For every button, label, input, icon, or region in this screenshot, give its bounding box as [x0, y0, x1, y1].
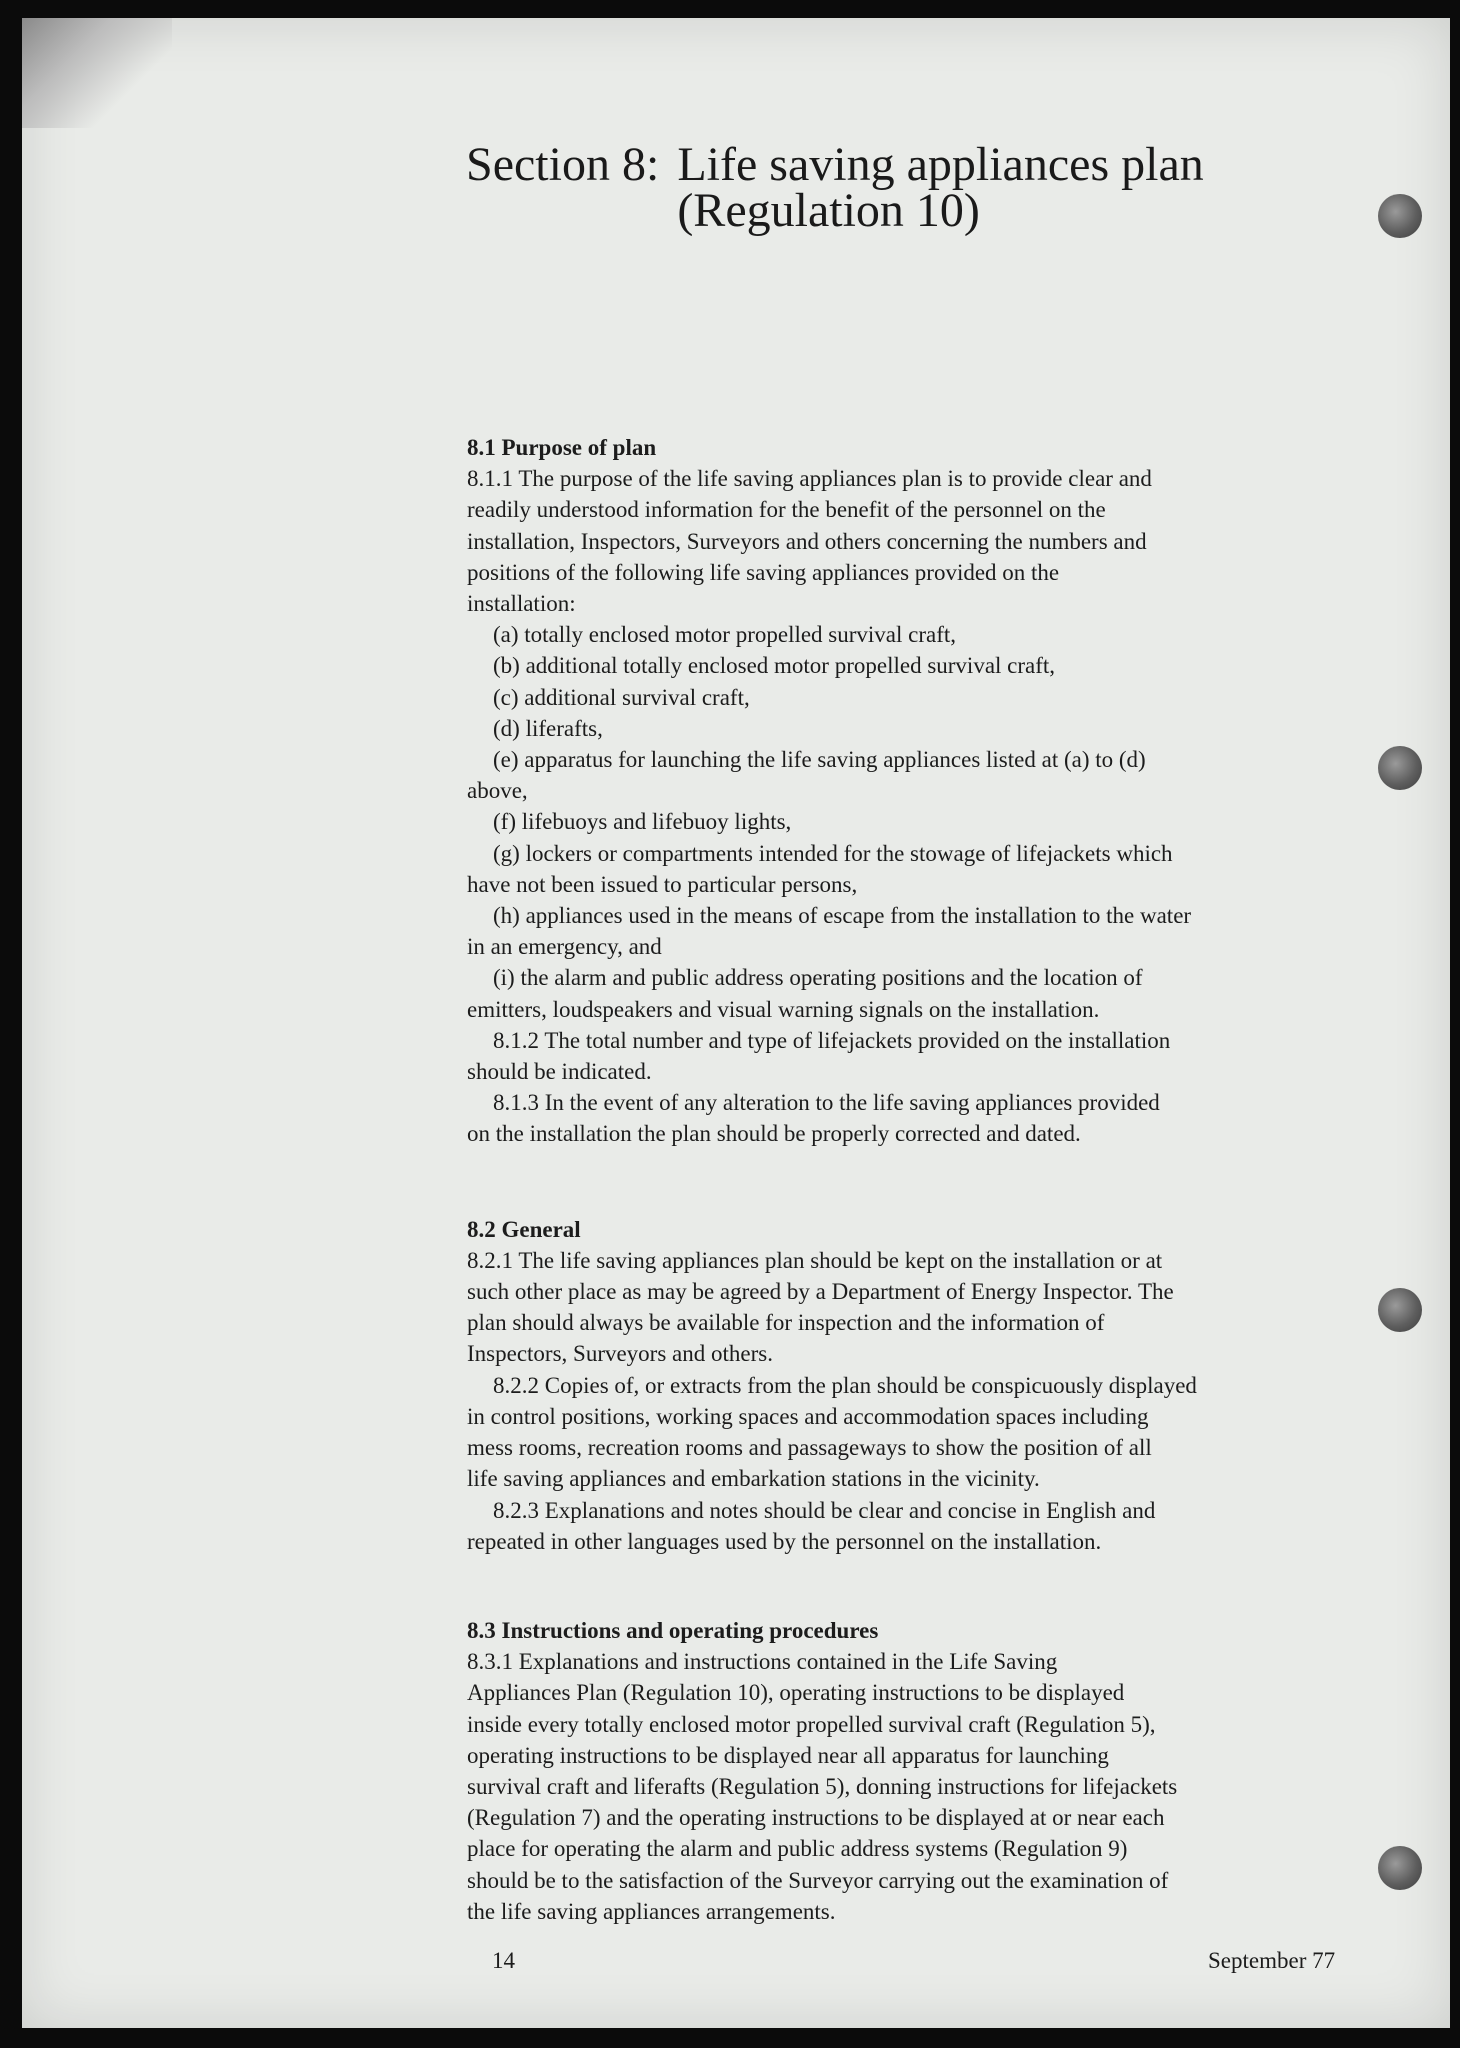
list-item-i: (i) the alarm and public address operating positions and the location of [493, 965, 1143, 991]
text-line: life saving appliances and embarkation stations in the vicinity. [467, 1466, 1040, 1492]
text-line: on the installation the plan should be properly corrected and dated. [467, 1121, 1081, 1147]
list-item-h: (h) appliances used in the means of escape from the installation to the water [493, 903, 1192, 929]
list-item-c: (c) additional survival craft, [493, 684, 750, 710]
text-line: (Regulation 7) and the operating instructions to be displayed at or near each [467, 1805, 1165, 1831]
text-line: operating instructions to be displayed near all apparatus for launching [467, 1742, 1109, 1768]
title-line-2: (Regulation 10) [677, 184, 980, 237]
body-text [467, 432, 1367, 1927]
footer-date: September 77 [1208, 1948, 1336, 1973]
text-line: installation: [467, 591, 576, 617]
text-line: mess rooms, recreation rooms and passageways to show the position of all [467, 1435, 1152, 1461]
text-line: in control positions, working spaces and accommodation spaces including [467, 1403, 1149, 1429]
text-line: above, [467, 778, 528, 804]
section-label: Section 8: [466, 138, 660, 191]
text-line: 8.1.1 The purpose of the life saving appliances plan is to provide clear and [467, 466, 1152, 492]
text-line: emitters, loudspeakers and visual warning signals on the installation. [467, 996, 1100, 1022]
punch-hole-1 [1378, 194, 1422, 238]
text-line: have not been issued to particular persons, [467, 871, 858, 897]
heading-8-1: 8.1 Purpose of plan [467, 435, 657, 460]
text-line: such other place as may be agreed by a Department of Energy Inspector. The [467, 1279, 1174, 1305]
paragraph-8-2-3: 8.2.3 Explanations and notes should be clear and concise in English and [493, 1497, 1156, 1523]
text-line: installation, Inspectors, Surveyors and others concerning the numbers and [467, 528, 1147, 554]
paragraph-8-2-2: 8.2.2 Copies of, or extracts from the plan should be conspicuously displayed [493, 1372, 1197, 1398]
punch-hole-2 [1378, 746, 1422, 790]
paragraph-8-3-1: 8.3.1 Explanations and instructions contained in the Life Saving [467, 1649, 1058, 1675]
text-line: the life saving appliances arrangements. [467, 1898, 836, 1924]
list-item-d: (d) liferafts, [493, 715, 603, 741]
text-line: readily understood information for the benefit of the personnel on the [467, 497, 1106, 523]
list-item-a: (a) totally enclosed motor propelled survival craft, [493, 622, 957, 648]
list-item-b: (b) additional totally enclosed motor propelled survival craft, [493, 653, 1056, 679]
list-item-e: (e) apparatus for launching the life saving appliances listed at (a) to (d) [493, 747, 1146, 773]
punch-hole-3 [1378, 1288, 1422, 1332]
text-line: positions of the following life saving appliances provided on the [467, 559, 1060, 585]
text-line: place for operating the alarm and public address systems (Regulation 9) [467, 1836, 1128, 1862]
text-line: inside every totally enclosed motor propelled survival craft (Regulation 5), [467, 1711, 1156, 1737]
text-line: should be indicated. [467, 1059, 652, 1085]
text-line: in an emergency, and [467, 934, 662, 960]
paragraph-8-2-1: 8.2.1 The life saving appliances plan should be kept on the installation or at [467, 1247, 1163, 1273]
paragraph-8-1-3: 8.1.3 In the event of any alteration to the life saving appliances provided [493, 1090, 1160, 1116]
text-line: Appliances Plan (Regulation 10), operating instructions to be displayed [467, 1680, 1125, 1706]
text-line: plan should always be available for inspection and the information of [467, 1310, 1105, 1336]
list-item-f: (f) lifebuoys and lifebuoy lights, [493, 809, 792, 835]
heading-8-3: 8.3 Instructions and operating procedures [467, 1617, 879, 1643]
punch-hole-4 [1378, 1846, 1422, 1890]
folded-corner [22, 18, 172, 128]
heading-8-2: 8.2 General [467, 1216, 581, 1242]
text-line: survival craft and liferafts (Regulation 5), donning instructions for lifejackets [467, 1773, 1178, 1799]
section-title [466, 138, 1204, 237]
page-number: 14 [492, 1948, 515, 1973]
paragraph-8-1-2: 8.1.2 The total number and type of lifejackets provided on the installation [493, 1027, 1171, 1053]
document-page [22, 18, 1450, 2028]
title-line-1: Life saving appliances plan [677, 138, 1204, 191]
text-line: should be to the satisfaction of the Surveyor carrying out the examination of [467, 1867, 1169, 1893]
text-line: repeated in other languages used by the personnel on the installation. [467, 1528, 1102, 1554]
text-line: Inspectors, Surveyors and others. [467, 1341, 773, 1367]
list-item-g: (g) lockers or compartments intended for the stowage of lifejackets which [493, 840, 1173, 866]
